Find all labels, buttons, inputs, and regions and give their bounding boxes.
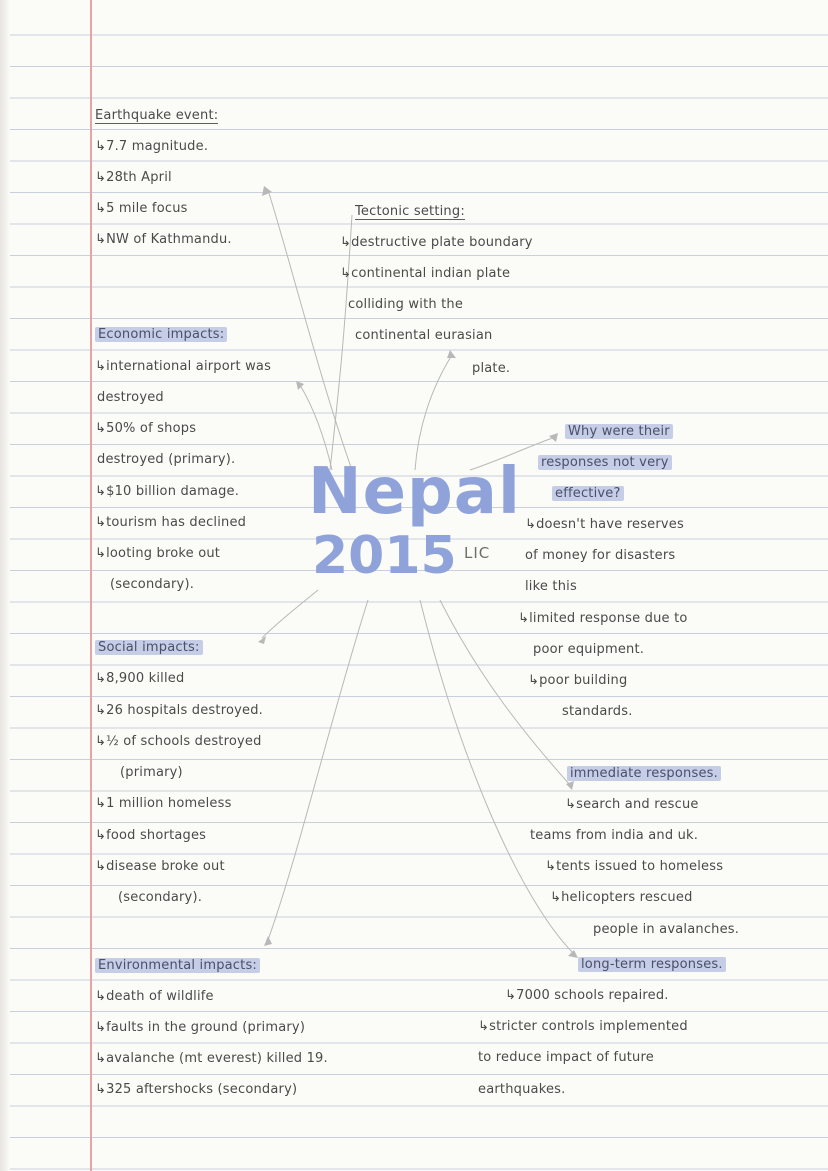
earthquake-event-item: ↳7.7 magnitude. <box>95 139 209 154</box>
social-impacts-item: ↳1 million homeless <box>95 796 232 811</box>
why-responses-item: ↳poor building <box>528 673 628 688</box>
social-impacts-item: ↳disease broke out <box>95 859 225 874</box>
earthquake-event-item: ↳5 mile focus <box>95 201 188 216</box>
long-term-responses-item: ↳7000 schools repaired. <box>505 988 669 1003</box>
immediate-responses-item: ↳search and rescue <box>565 797 699 812</box>
arrow-to-tectonic-setting <box>330 215 352 470</box>
economic-impacts-item: (secondary). <box>110 577 195 592</box>
earthquake-event-heading: Earthquake event: <box>95 108 219 123</box>
long-term-responses-item: earthquakes. <box>478 1082 566 1097</box>
why-responses-item: standards. <box>562 704 633 719</box>
economic-impacts-item: ↳50% of shops <box>95 421 197 436</box>
environmental-impacts-item: ↳325 aftershocks (secondary) <box>95 1082 298 1097</box>
why-responses-item: ↳doesn't have reserves <box>525 517 684 532</box>
arrow-to-immediate-responses <box>440 600 570 785</box>
arrow-to-earthquake-event <box>268 190 352 470</box>
arrow-to-plate <box>415 355 452 470</box>
title-tag: LIC <box>464 544 491 562</box>
arrowhead-environmental <box>264 936 272 946</box>
tectonic-setting-item: colliding with the <box>348 297 464 312</box>
arrowhead-social <box>258 636 266 644</box>
social-impacts-item: ↳26 hospitals destroyed. <box>95 703 263 718</box>
earthquake-event-item: ↳28th April <box>95 170 172 185</box>
economic-impacts-item: destroyed <box>97 390 164 405</box>
arrow-to-environmental-impacts <box>268 600 368 940</box>
tectonic-setting-heading: Tectonic setting: <box>355 204 465 219</box>
arrowhead-economic <box>296 381 304 390</box>
why-responses-item: poor equipment. <box>533 642 645 657</box>
why-responses-heading: effective? <box>552 486 624 502</box>
immediate-responses-item: people in avalanches. <box>593 922 740 937</box>
economic-impacts-item: ↳looting broke out <box>95 546 221 561</box>
arrowhead-long-term <box>568 950 578 958</box>
immediate-responses-item: ↳helicopters rescued <box>550 890 693 905</box>
economic-impacts-item: ↳$10 billion damage. <box>95 484 240 499</box>
environmental-impacts-item: ↳faults in the ground (primary) <box>95 1020 306 1035</box>
immediate-responses-item: teams from india and uk. <box>530 828 699 843</box>
arrowhead-earthquake <box>262 186 272 196</box>
economic-impacts-item: destroyed (primary). <box>97 452 236 467</box>
economic-impacts-item: ↳tourism has declined <box>95 515 247 530</box>
social-impacts-item: ↳food shortages <box>95 828 207 843</box>
why-responses-heading: Why were their <box>565 424 673 440</box>
earthquake-event-item: ↳NW of Kathmandu. <box>95 232 232 247</box>
immediate-responses-item: ↳tents issued to homeless <box>545 859 724 874</box>
economic-impacts-heading: Economic impacts: <box>95 327 227 343</box>
economic-impacts-item: ↳international airport was <box>95 359 272 374</box>
long-term-responses-heading: long-term responses. <box>578 957 726 973</box>
social-impacts-heading: Social impacts: <box>95 640 203 656</box>
why-responses-item: of money for disasters <box>525 548 676 563</box>
social-impacts-item: (primary) <box>120 765 183 780</box>
social-impacts-item: (secondary). <box>118 890 203 905</box>
arrow-to-social-impacts <box>262 590 318 638</box>
page-title: Nepal <box>308 455 521 529</box>
tectonic-setting-item: ↳continental indian plate <box>340 266 511 281</box>
environmental-impacts-item: ↳avalanche (mt everest) killed 19. <box>95 1051 328 1066</box>
environmental-impacts-heading: Environmental impacts: <box>95 958 260 974</box>
tectonic-setting-item: plate. <box>472 361 511 376</box>
tectonic-setting-item: continental eurasian <box>355 328 493 343</box>
long-term-responses-item: ↳stricter controls implemented <box>478 1019 688 1034</box>
immediate-responses-heading: immediate responses. <box>567 766 721 782</box>
environmental-impacts-item: ↳death of wildlife <box>95 989 214 1004</box>
long-term-responses-item: to reduce impact of future <box>478 1050 654 1065</box>
social-impacts-item: ↳½ of schools destroyed <box>95 734 262 749</box>
social-impacts-item: ↳8,900 killed <box>95 671 185 686</box>
tectonic-setting-item: ↳destructive plate boundary <box>340 235 533 250</box>
why-responses-heading: responses not very <box>538 455 672 471</box>
arrowhead-why <box>549 433 558 442</box>
why-responses-item: like this <box>525 579 577 594</box>
title-year: 2015 <box>312 526 457 586</box>
why-responses-item: ↳limited response due to <box>518 611 688 626</box>
arrowhead-plate <box>447 350 456 358</box>
